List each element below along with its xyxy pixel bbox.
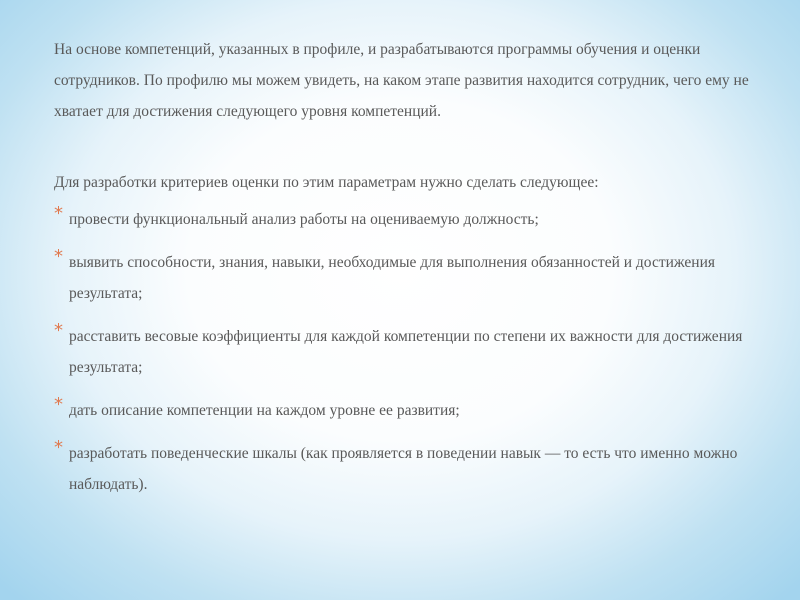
list-item-text: выявить способности, знания, навыки, необходимые для выполнения обязанностей и достижения результата; — [69, 254, 715, 302]
list-item-text: провести функциональный анализ работы на оцениваемую должность; — [69, 211, 539, 228]
intro-paragraph: На основе компетенций, указанных в профиле, и разрабатываются программы обучения и оценки сотрудников. По профилю мы можем увидеть, на каком этапе развития находится сотрудник, чего ему не хватает для достижения следующего уровня компетенций. — [54, 41, 749, 120]
asterisk-icon: * — [54, 203, 63, 224]
asterisk-icon: * — [54, 246, 63, 267]
slide-content — [54, 34, 766, 512]
list-item-text: расставить весовые коэффициенты для каждой компетенции по степени их важности для достижения результата; — [69, 328, 743, 376]
list-item — [54, 395, 766, 426]
asterisk-icon: * — [54, 320, 63, 341]
list-item — [54, 247, 766, 309]
list-item — [54, 438, 766, 500]
list-item-text: разработать поведенческие шкалы (как проявляется в поведении навык — то есть что именно можно наблюдать). — [69, 445, 738, 493]
lead-paragraph: Для разработки критериев оценки по этим параметрам нужно сделать следующее: — [54, 174, 599, 191]
asterisk-icon: * — [54, 437, 63, 458]
list-item — [54, 321, 766, 383]
asterisk-icon: * — [54, 394, 63, 415]
bullet-list — [54, 204, 766, 500]
list-item — [54, 204, 766, 235]
list-item-text: дать описание компетенции на каждом уровне ее развития; — [69, 402, 460, 419]
